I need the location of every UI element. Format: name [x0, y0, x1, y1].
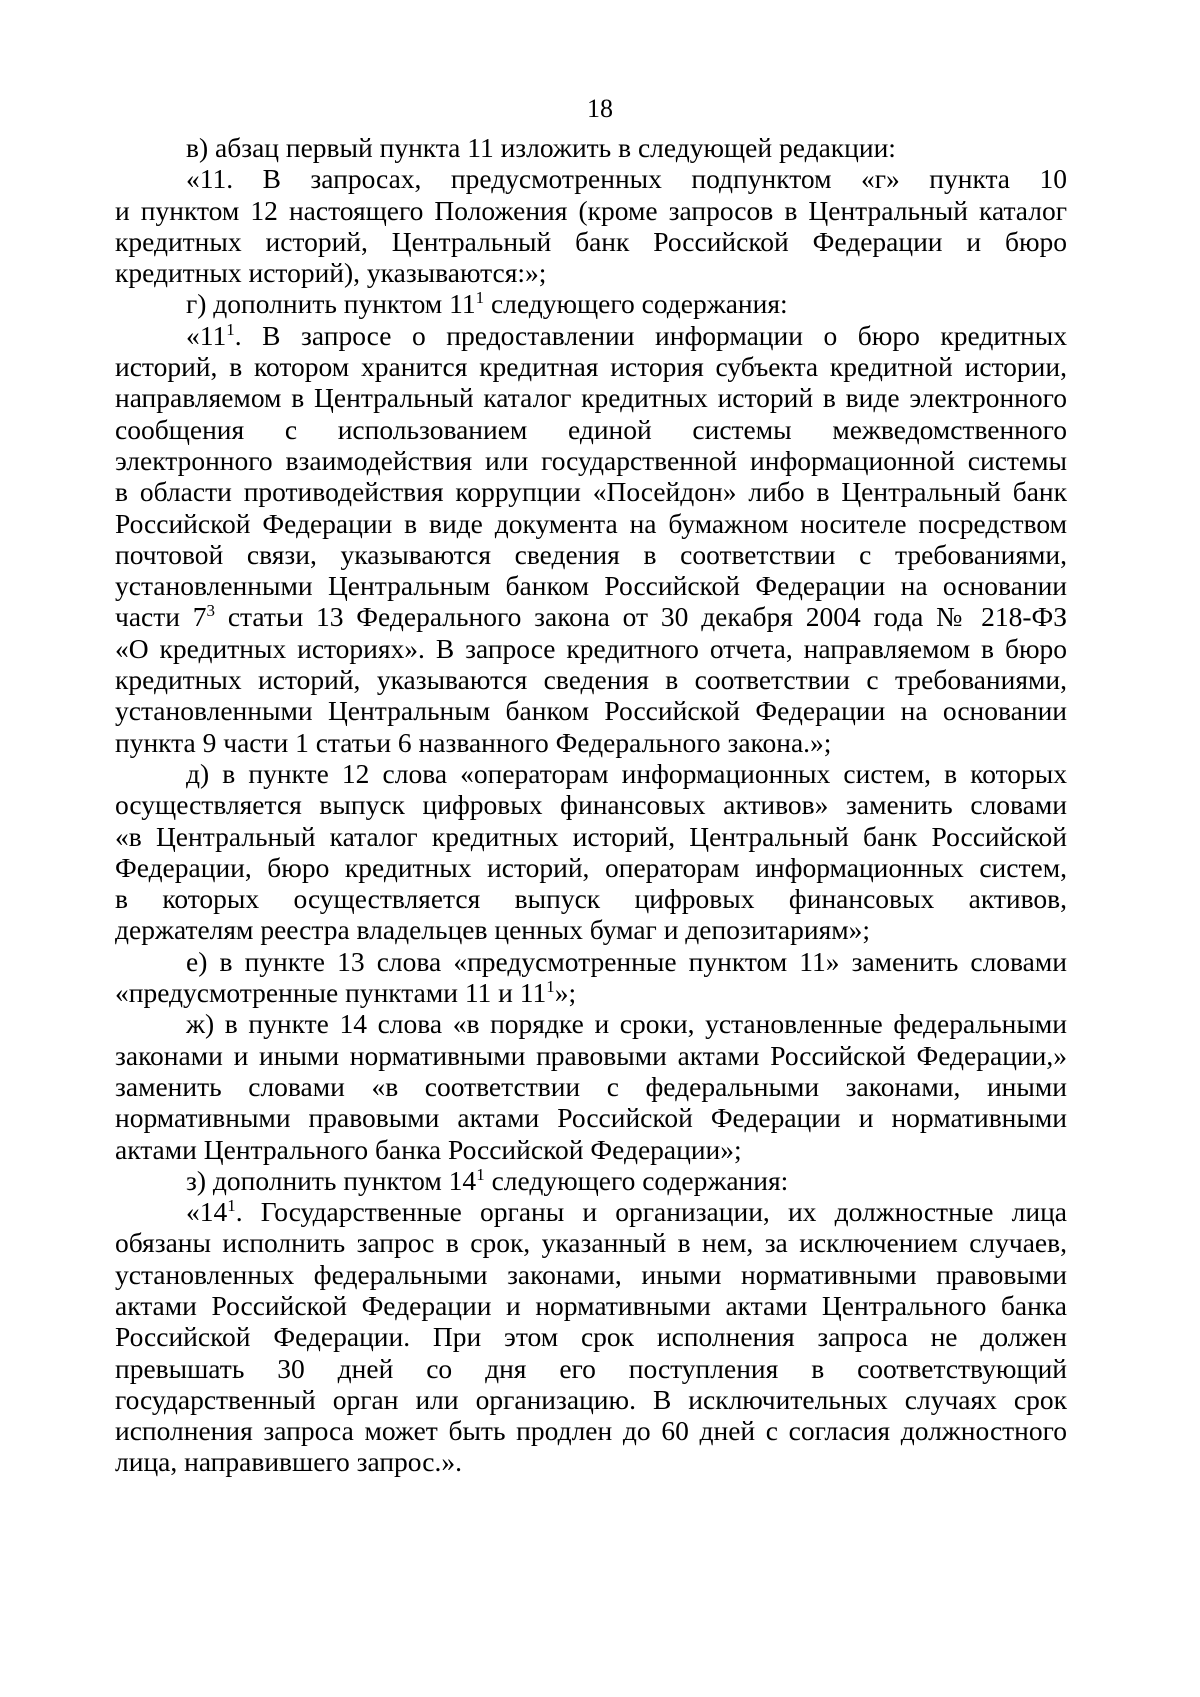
text-line: [115, 288, 1067, 319]
text-line: [115, 1196, 1067, 1227]
text-line: держателям реестра владельцев ценных бумаг и депозитариям»;: [115, 914, 871, 946]
text-line: [115, 601, 1067, 632]
text-line: государственный орган или организацию. В исключительных случаях срок: [115, 1383, 1067, 1415]
text-line: сообщения с использованием единой системы межведомственного: [115, 413, 1067, 445]
text-line: и пунктом 12 настоящего Положения (кроме запросов в Центральный каталог: [115, 194, 1067, 226]
text-line: установленными Центральным банком Российской Федерации на основании: [115, 570, 1067, 602]
text-line: электронного взаимодействия или государственной информационной системы: [115, 444, 1067, 476]
text-line: нормативными правовыми актами Российской Федерации и нормативными: [115, 1102, 1067, 1134]
superscript: 1: [546, 977, 555, 997]
text-line: е) в пункте 13 слова «предусмотренные пунктом 11» заменить словами: [186, 945, 1067, 977]
text-line: почтовой связи, указываются сведения в соответствии с требованиями,: [115, 538, 1067, 570]
text-line: исполнения запроса может быть продлен до 60 дней с согласия должностного: [115, 1415, 1067, 1447]
text-line: в которых осуществляется выпуск цифровых финансовых активов,: [115, 883, 1067, 915]
text-line: Российской Федерации. При этом срок исполнения запроса не должен: [115, 1321, 1067, 1353]
superscript: 1: [475, 288, 485, 308]
text-line: пункта 9 части 1 статьи 6 названного Федерального закона.»;: [115, 726, 832, 758]
text-segment: статьи 13 Федерального закона от 30 декабря 2004 года № 218-ФЗ: [215, 601, 1067, 633]
text-line: лица, направившего запрос.».: [115, 1446, 462, 1478]
text-line: заменить словами «в соответствии с федеральными законами, иными: [115, 1070, 1067, 1102]
superscript: 3: [206, 601, 216, 621]
text-line: актами Российской Федерации и нормативными актами Центрального банка: [115, 1289, 1067, 1321]
text-line: ж) в пункте 14 слова «в порядке и сроки, установленные федеральными: [186, 1008, 1067, 1040]
text-line: законами и иными нормативными правовыми актами Российской Федерации,»: [115, 1039, 1067, 1071]
text-segment: «предусмотренные пунктами 11 и 11: [115, 977, 547, 1009]
text-line: [115, 1165, 1067, 1196]
page-number: 18: [587, 94, 613, 123]
text-line: кредитных историй, Центральный банк Российской Федерации и бюро: [115, 225, 1067, 257]
text-segment: г) дополнить пунктом 11: [186, 288, 476, 320]
superscript: 1: [476, 1164, 485, 1184]
text-line: «11. В запросах, предусмотренных подпунктом «г» пункта 10: [186, 163, 1067, 195]
text-line: направляемом в Центральный каталог кредитных историй в виде электронного: [115, 382, 1067, 414]
text-line: «О кредитных историях». В запросе кредитного отчета, направляемом в бюро: [115, 632, 1067, 664]
text-segment: з) дополнить пунктом 14: [186, 1164, 477, 1196]
text-line: установленных федеральными законами, иными нормативными правовыми: [115, 1258, 1067, 1290]
text-line: установленными Центральным банком Российской Федерации на основании: [115, 695, 1067, 727]
text-segment: »;: [554, 977, 577, 1009]
text-line: в области противодействия коррупции «Посейдон» либо в Центральный банк: [115, 476, 1067, 508]
text-segment: следующего содержания:: [484, 1164, 789, 1196]
text-line: актами Центрального банка Российской Федерации»;: [115, 1133, 742, 1165]
text-segment: части 7: [115, 601, 207, 633]
text-segment: «11: [186, 319, 227, 351]
text-line: кредитных историй, указываются сведения в соответствии с требованиями,: [115, 664, 1067, 696]
text-segment: . В запросе о предоставлении информации о бюро кредитных: [234, 319, 1067, 351]
superscript: 1: [226, 319, 235, 339]
text-line: [115, 320, 1067, 351]
text-line: д) в пункте 12 слова «операторам информационных систем, в которых: [186, 757, 1067, 789]
text-line: «в Центральный каталог кредитных историй, Центральный банк Российской: [115, 820, 1067, 852]
text-segment: «14: [186, 1196, 228, 1228]
text-line: обязаны исполнить запрос в срок, указанный в нем, за исключением случаев,: [115, 1227, 1067, 1259]
text-line: превышать 30 дней со дня его поступления в соответствующий: [115, 1352, 1067, 1384]
document-body: [115, 132, 1067, 1478]
superscript: 1: [227, 1196, 236, 1216]
text-line: [115, 977, 1067, 1008]
text-line: историй, в котором хранится кредитная история субъекта кредитной истории,: [115, 351, 1067, 383]
text-line: Российской Федерации в виде документа на бумажном носителе посредством: [115, 507, 1067, 539]
text-segment: . Государственные органы и организации, их должностные лица: [235, 1196, 1067, 1228]
text-line: осуществляется выпуск цифровых финансовых активов» заменить словами: [115, 789, 1067, 821]
text-line: в) абзац первый пункта 11 изложить в следующей редакции:: [186, 132, 896, 163]
text-line: кредитных историй), указываются:»;: [115, 257, 547, 289]
text-line: Федерации, бюро кредитных историй, операторам информационных систем,: [115, 851, 1067, 883]
text-segment: следующего содержания:: [484, 288, 788, 320]
